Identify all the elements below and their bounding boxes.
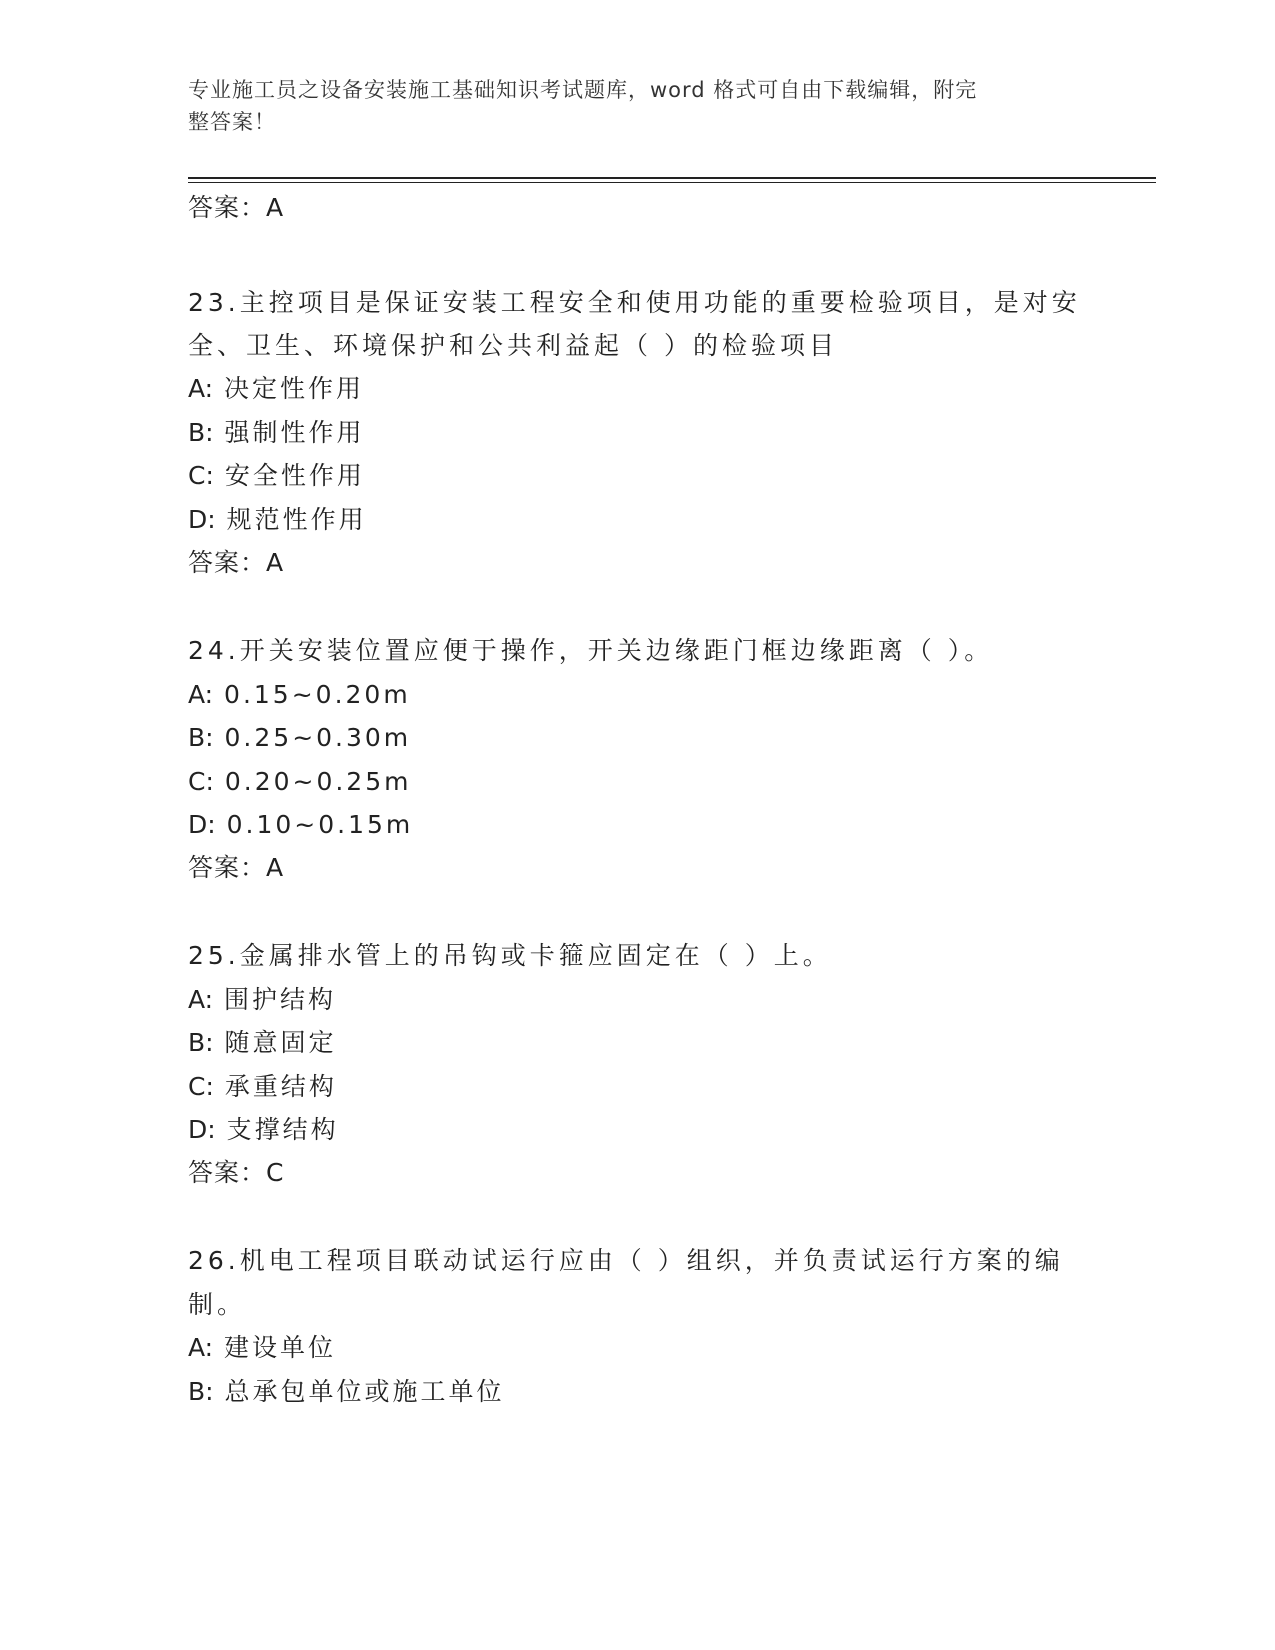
option-text: 建设单位 [224, 1333, 337, 1362]
option-prefix: B: [188, 723, 214, 752]
option-text: 随意固定 [224, 1028, 337, 1057]
header-text-line-2: 整答案！ [188, 110, 276, 134]
option-text: 规范性作用 [226, 505, 367, 534]
header-divider-thick [188, 177, 1156, 179]
header-divider-thin [188, 182, 1156, 183]
option-text: 强制性作用 [224, 418, 365, 447]
question-25-answer: 答案：C [188, 1158, 285, 1187]
question-26-option-a [188, 1333, 336, 1363]
question-24-option-d [188, 810, 413, 840]
option-prefix: A: [188, 374, 214, 403]
question-26-text-line-1: 26.机电工程项目联动试运行应由（ ）组织，并负责试运行方案的编 [188, 1246, 1064, 1275]
question-26-text-line-2: 制。 [188, 1290, 247, 1319]
question-25-option-c [188, 1072, 337, 1102]
option-text: 0.15~0.20m [224, 680, 411, 709]
option-text: 0.20~0.25m [224, 767, 412, 796]
option-prefix: D: [188, 505, 216, 534]
option-text: 0.10~0.15m [226, 810, 414, 839]
option-prefix: C: [188, 461, 214, 490]
answer-label: 答案：A [188, 193, 285, 222]
header-text-line-1: 专业施工员之设备安装施工基础知识考试题库，word 格式可自由下载编辑，附完 [188, 78, 978, 102]
option-text: 支撑结构 [226, 1115, 339, 1144]
question-23-option-a [188, 374, 364, 404]
question-24-text-line-1: 24.开关安装位置应便于操作，开关边缘距门框边缘距离（ ）。 [188, 636, 994, 665]
question-25-text-line-1: 25.金属排水管上的吊钩或卡箍应固定在（ ）上。 [188, 941, 832, 970]
option-prefix: B: [188, 418, 214, 447]
option-prefix: A: [188, 680, 214, 709]
question-23-text-line-2: 全、卫生、环境保护和公共利益起（ ）的检验项目 [188, 331, 838, 360]
option-prefix: B: [188, 1028, 214, 1057]
question-26-option-b [188, 1377, 505, 1407]
option-text: 安全性作用 [224, 461, 365, 490]
question-25-option-a [188, 985, 336, 1015]
question-23-option-b [188, 418, 365, 448]
option-prefix: C: [188, 767, 214, 796]
question-23-text-line-1: 23.主控项目是保证安装工程安全和使用功能的重要检验项目，是对安 [188, 288, 1081, 317]
option-text: 承重结构 [224, 1072, 337, 1101]
option-prefix: C: [188, 1072, 214, 1101]
option-text: 决定性作用 [224, 374, 365, 403]
question-23-answer: 答案：A [188, 548, 285, 577]
option-prefix: D: [188, 810, 216, 839]
option-text: 总承包单位或施工单位 [224, 1377, 505, 1406]
question-25-option-d [188, 1115, 339, 1145]
document-header [188, 74, 1068, 138]
option-text: 0.25~0.30m [224, 723, 412, 752]
question-24-answer: 答案：A [188, 853, 285, 882]
option-text: 围护结构 [224, 985, 337, 1014]
question-24-option-b [188, 723, 411, 753]
option-prefix: A: [188, 985, 214, 1014]
question-24-option-a [188, 680, 411, 710]
question-25-option-b [188, 1028, 337, 1058]
question-23-option-d [188, 505, 367, 535]
option-prefix: D: [188, 1115, 216, 1144]
question-23-option-c [188, 461, 365, 491]
question-24-option-c [188, 767, 411, 797]
option-prefix: A: [188, 1333, 214, 1362]
option-prefix: B: [188, 1377, 214, 1406]
